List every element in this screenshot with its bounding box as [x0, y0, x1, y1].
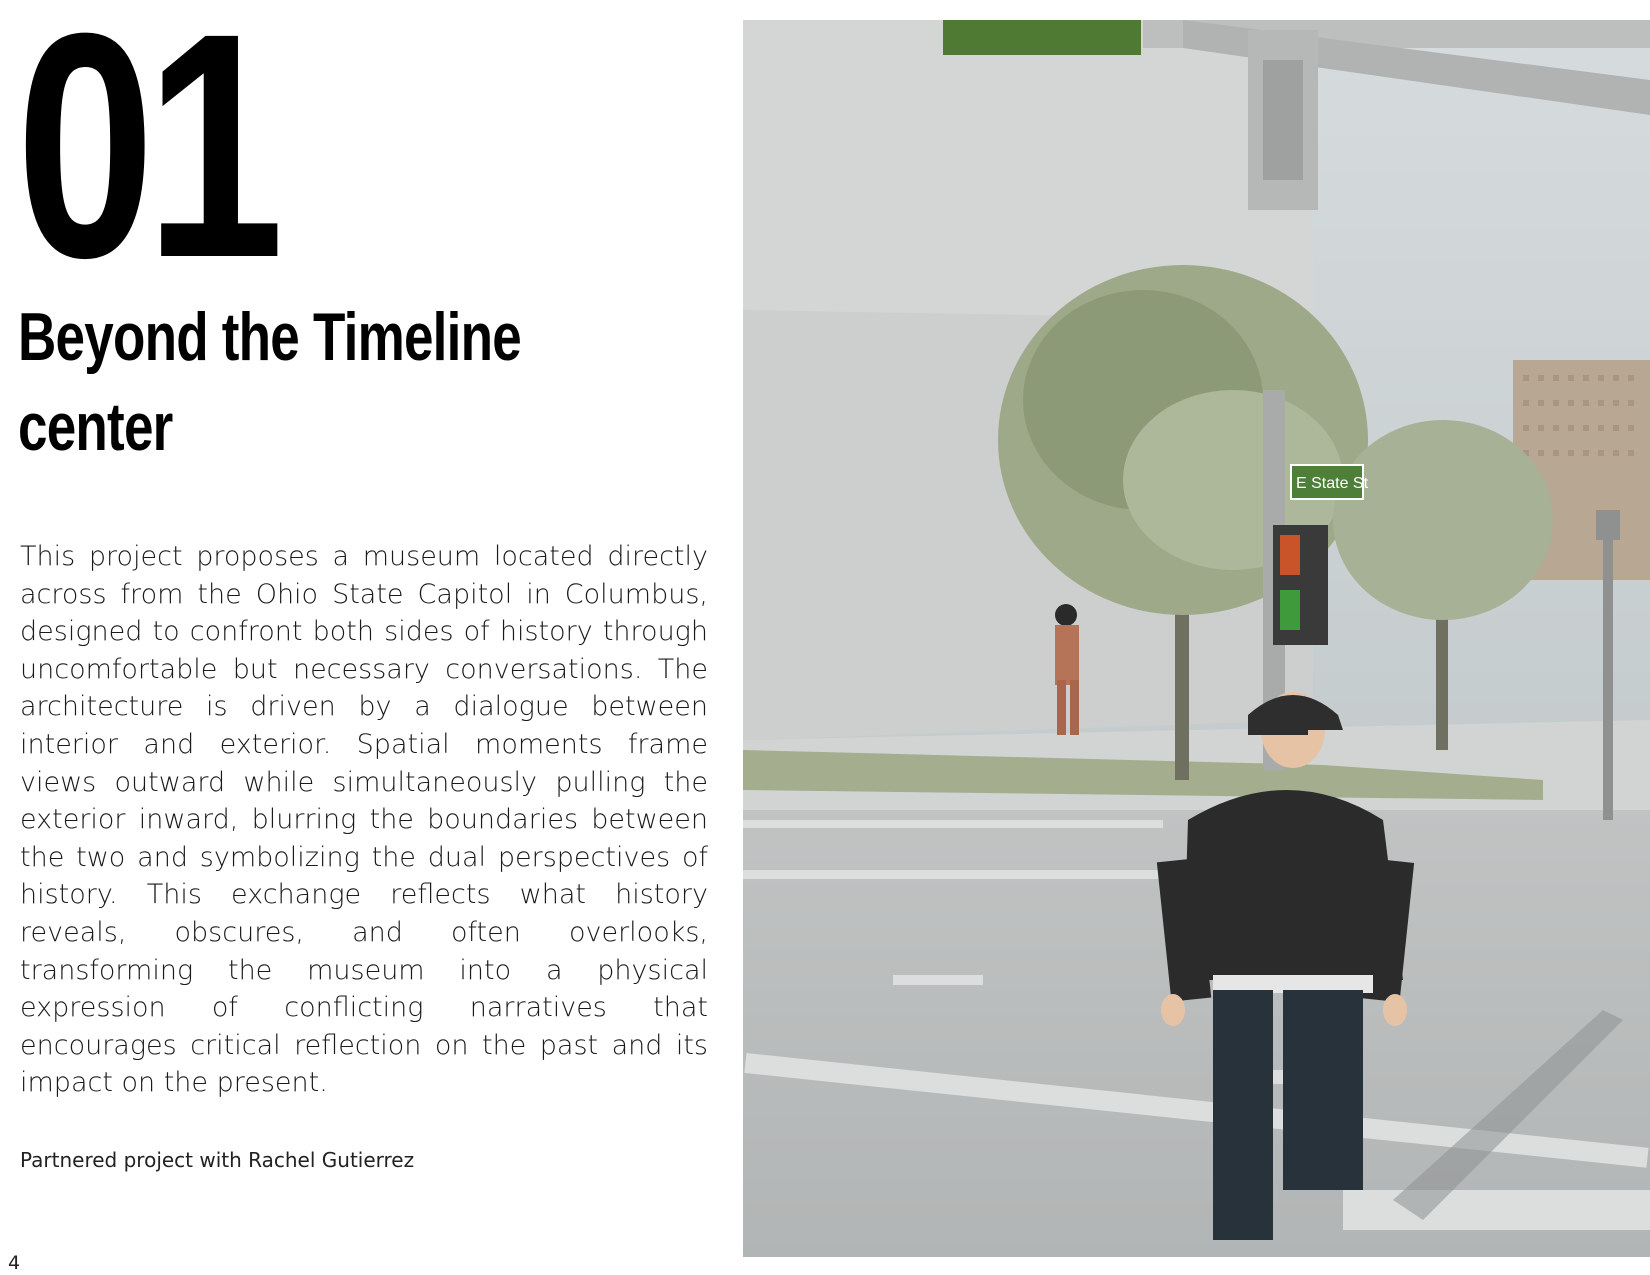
page-number: 4 — [8, 1252, 21, 1274]
project-title-line2: center — [18, 389, 173, 465]
street-rendering-image — [743, 20, 1650, 1257]
street-sign-label: E State St — [1296, 475, 1369, 492]
project-title-line1: Beyond the Timeline — [18, 299, 521, 375]
project-credit: Partnered project with Rachel Gutierrez — [20, 1148, 415, 1172]
project-title — [18, 292, 521, 472]
lamp-post — [1603, 530, 1613, 820]
green-banner — [943, 20, 1141, 55]
project-number: 01 — [16, 0, 275, 324]
project-description: This project proposes a museum located directly across from the Ohio State Capitol in Columbus, designed to confront both sides of history through uncomfortable but necessary conversations. The architecture is driven by a dialogue between interior and exterior. Spatial moments frame views outward while simultaneously pulling the exterior inward, blurring the boundaries between the two and symbolizing the dual perspectives of history. This exchange reflects what history reveals, obscures, and often overlooks, transforming the museum into a physical expression of conflicting narratives that encourages critical reflection on the past and its impact on the present. — [20, 541, 708, 1099]
